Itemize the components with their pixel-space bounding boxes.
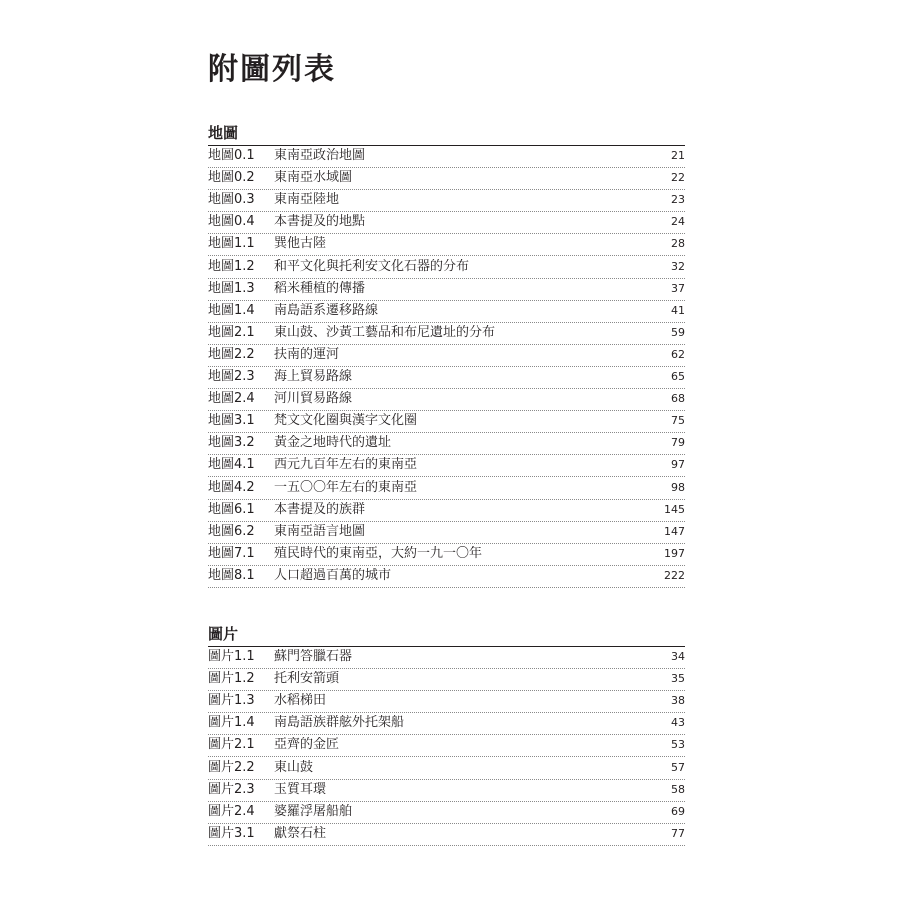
item-page: 38 xyxy=(671,694,685,708)
item-page: 23 xyxy=(671,193,685,207)
item-page: 32 xyxy=(671,259,685,273)
item-number: 圖片2.3 xyxy=(208,781,255,797)
item-title: 東南亞政治地圖 xyxy=(274,148,366,164)
item-page: 75 xyxy=(671,414,685,428)
item-title: 水稻梯田 xyxy=(274,693,327,709)
item-page: 59 xyxy=(671,325,685,339)
item-title: 扶南的運河 xyxy=(274,346,340,362)
item-number: 地圖0.3 xyxy=(208,192,255,208)
item-page: 77 xyxy=(671,826,685,840)
item-number: 圖片2.2 xyxy=(208,759,255,775)
item-number: 圖片1.2 xyxy=(208,671,255,687)
item-page: 37 xyxy=(671,281,685,295)
item-page: 57 xyxy=(671,760,685,774)
item-title: 托利安箭頭 xyxy=(274,671,340,687)
list-item xyxy=(208,780,685,802)
item-number: 地圖4.1 xyxy=(208,457,255,473)
item-title: 南島語族群舷外托架船 xyxy=(274,715,405,731)
list-item xyxy=(208,824,685,846)
item-number: 地圖0.4 xyxy=(208,214,255,230)
item-title: 婆羅浮屠船舶 xyxy=(274,803,353,819)
list-item xyxy=(208,566,685,588)
item-number: 地圖3.1 xyxy=(208,413,255,429)
item-title: 西元九百年左右的東南亞 xyxy=(274,457,418,473)
item-number: 地圖2.3 xyxy=(208,369,255,385)
list-item xyxy=(208,802,685,824)
page-title: 附圖列表 xyxy=(208,52,336,87)
item-page: 58 xyxy=(671,782,685,796)
item-number: 地圖8.1 xyxy=(208,567,255,583)
item-number: 圖片1.3 xyxy=(208,693,255,709)
item-page: 34 xyxy=(671,650,685,664)
list-item xyxy=(208,190,685,212)
item-number: 地圖1.1 xyxy=(208,236,255,252)
figures-section-heading: 圖片 xyxy=(208,624,685,647)
item-title: 東南亞水域圖 xyxy=(274,170,353,186)
list-item xyxy=(208,735,685,757)
list-item xyxy=(208,389,685,411)
item-number: 地圖1.4 xyxy=(208,302,255,318)
item-title: 東南亞陸地 xyxy=(274,192,340,208)
maps-list xyxy=(208,146,685,588)
maps-section-heading: 地圖 xyxy=(208,123,685,146)
item-title: 人口超過百萬的城市 xyxy=(274,567,392,583)
item-page: 97 xyxy=(671,458,685,472)
list-item xyxy=(208,713,685,735)
item-title: 本書提及的族群 xyxy=(274,501,366,517)
item-page: 222 xyxy=(664,568,685,582)
item-number: 地圖1.2 xyxy=(208,258,255,274)
maps-section xyxy=(208,123,685,588)
item-number: 地圖4.2 xyxy=(208,479,255,495)
item-number: 地圖2.2 xyxy=(208,346,255,362)
item-page: 65 xyxy=(671,370,685,384)
list-item xyxy=(208,455,685,477)
item-page: 197 xyxy=(664,546,685,560)
list-item xyxy=(208,647,685,669)
list-item xyxy=(208,433,685,455)
item-title: 巽他古陸 xyxy=(274,236,327,252)
item-title: 河川貿易路線 xyxy=(274,391,353,407)
item-page: 41 xyxy=(671,303,685,317)
item-title: 亞齊的金匠 xyxy=(274,737,340,753)
list-item xyxy=(208,757,685,779)
item-number: 圖片1.1 xyxy=(208,649,255,665)
item-page: 53 xyxy=(671,738,685,752)
list-item xyxy=(208,212,685,234)
item-title: 南島語系遷移路線 xyxy=(274,302,379,318)
item-number: 地圖0.1 xyxy=(208,148,255,164)
item-number: 地圖2.1 xyxy=(208,324,255,340)
item-title: 殖民時代的東南亞，大約一九一〇年 xyxy=(274,545,483,561)
list-item xyxy=(208,345,685,367)
item-number: 地圖0.2 xyxy=(208,170,255,186)
figures-section xyxy=(208,624,685,846)
item-title: 玉質耳環 xyxy=(274,781,327,797)
item-page: 145 xyxy=(664,502,685,516)
item-page: 24 xyxy=(671,215,685,229)
item-page: 68 xyxy=(671,392,685,406)
item-number: 圖片2.4 xyxy=(208,803,255,819)
item-page: 43 xyxy=(671,716,685,730)
list-item xyxy=(208,279,685,301)
item-page: 147 xyxy=(664,524,685,538)
item-number: 地圖2.4 xyxy=(208,391,255,407)
item-number: 圖片1.4 xyxy=(208,715,255,731)
item-title: 東南亞語言地圖 xyxy=(274,523,366,539)
item-title: 和平文化與托利安文化石器的分布 xyxy=(274,258,470,274)
list-item xyxy=(208,544,685,566)
item-number: 圖片2.1 xyxy=(208,737,255,753)
list-item xyxy=(208,323,685,345)
list-item xyxy=(208,522,685,544)
item-title: 梵文文化圈與漢字文化圈 xyxy=(274,413,418,429)
figures-list xyxy=(208,647,685,846)
list-item xyxy=(208,367,685,389)
item-page: 35 xyxy=(671,672,685,686)
item-page: 69 xyxy=(671,804,685,818)
item-title: 一五〇〇年左右的東南亞 xyxy=(274,479,418,495)
list-item xyxy=(208,477,685,499)
item-title: 黃金之地時代的遺址 xyxy=(274,435,392,451)
list-item xyxy=(208,691,685,713)
list-item xyxy=(208,500,685,522)
list-item xyxy=(208,669,685,691)
item-page: 22 xyxy=(671,171,685,185)
item-number: 圖片3.1 xyxy=(208,825,255,841)
item-page: 98 xyxy=(671,480,685,494)
item-page: 21 xyxy=(671,149,685,163)
item-title: 本書提及的地點 xyxy=(274,214,366,230)
list-item xyxy=(208,168,685,190)
item-number: 地圖7.1 xyxy=(208,545,255,561)
list-item xyxy=(208,411,685,433)
item-title: 稻米種植的傳播 xyxy=(274,280,366,296)
list-item xyxy=(208,234,685,256)
item-title: 海上貿易路線 xyxy=(274,369,353,385)
list-item xyxy=(208,146,685,168)
item-number: 地圖1.3 xyxy=(208,280,255,296)
list-item xyxy=(208,301,685,323)
item-title: 獻祭石柱 xyxy=(274,825,327,841)
item-page: 28 xyxy=(671,237,685,251)
item-number: 地圖3.2 xyxy=(208,435,255,451)
item-page: 62 xyxy=(671,347,685,361)
item-number: 地圖6.2 xyxy=(208,523,255,539)
item-page: 79 xyxy=(671,436,685,450)
list-item xyxy=(208,256,685,278)
item-title: 東山鼓、沙黃工藝品和布尼遺址的分布 xyxy=(274,324,496,340)
item-title: 東山鼓 xyxy=(274,759,314,775)
item-title: 蘇門答臘石器 xyxy=(274,649,353,665)
item-number: 地圖6.1 xyxy=(208,501,255,517)
